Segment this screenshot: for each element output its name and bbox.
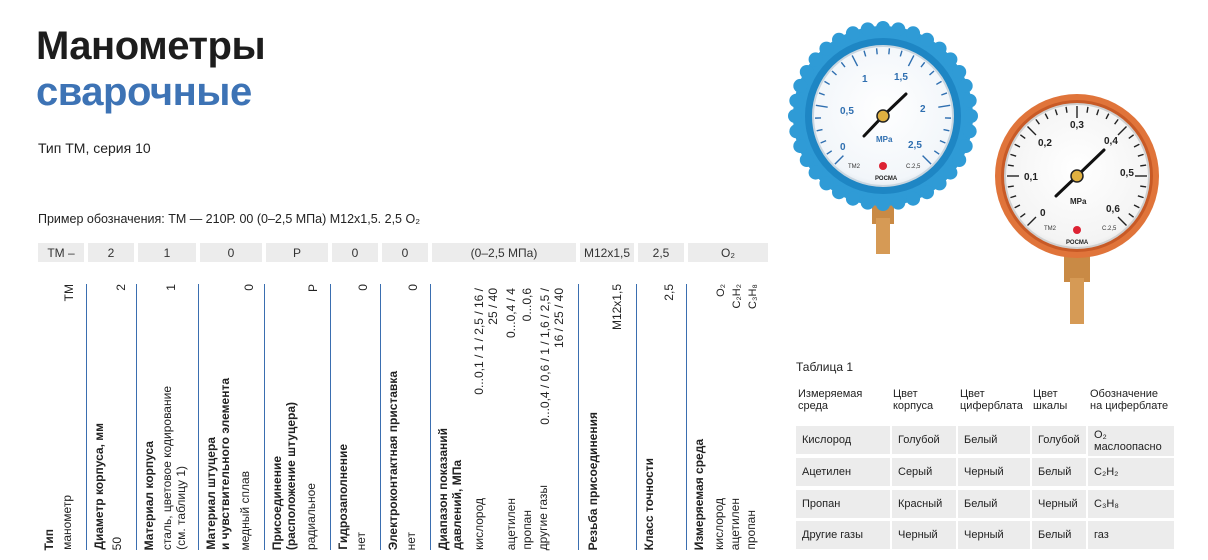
column-divider — [380, 284, 381, 550]
table1-caption: Таблица 1 — [796, 360, 854, 374]
gauge-brand: РОСМА — [875, 176, 898, 182]
table1-header-medium: Измеряемая среда — [798, 388, 863, 412]
column-divider — [86, 284, 87, 550]
col-medium-code-c2h2: C₂H₂ — [731, 284, 743, 309]
gauge-class: С.2,5 — [906, 164, 921, 170]
code-contact: 0 — [382, 243, 428, 262]
column-divider — [198, 284, 199, 550]
gauge-thread — [876, 218, 890, 254]
column-divider — [330, 284, 331, 550]
col-range-oxygen-values: 0...0,1 / 1 / 2,5 / 16 / — [472, 288, 486, 395]
gauge-tick-label: 0,6 — [1106, 204, 1120, 215]
table1-cell-dial-color: Черный — [958, 521, 1030, 549]
table1-cell-dial-color: Черный — [958, 458, 1030, 486]
col-range-propane-values: 0...0,6 — [520, 288, 534, 322]
column-divider — [686, 284, 687, 550]
col-thread-code: М12x1,5 — [610, 284, 624, 331]
col-body-code: 1 — [164, 284, 178, 291]
table1-cell-medium: Кислород — [796, 426, 890, 454]
col-contact-head: Электроконтактная приставка — [386, 370, 400, 550]
column-divider — [430, 284, 431, 550]
col-contact-code: 0 — [406, 284, 420, 291]
col-range-gas-other: другие газы — [536, 484, 550, 550]
code-thread: М12x1,5 — [580, 243, 634, 262]
col-medium-code-c3h8: C₃H₈ — [747, 284, 759, 309]
col-range-other-values: 0...0,4 / 0,6 / 1 / 1,6 / 2,5 / — [538, 288, 552, 425]
column-divider — [136, 284, 137, 550]
gauge-tick-label: 2,5 — [908, 140, 922, 151]
gauge-brand: РОСМА — [1066, 240, 1089, 246]
table1-header-body-color: Цвет корпуса — [893, 388, 934, 412]
gauge-tick-label: 1 — [862, 74, 868, 85]
table1-cell-marking: газ — [1088, 521, 1174, 549]
gauge-tick-label: 0,5 — [840, 106, 854, 117]
table1-cell-scale-color: Белый — [1032, 521, 1086, 549]
table1-cell-dial-color: Белый — [958, 490, 1030, 518]
table1-header-marking: Обозначение на циферблате — [1090, 388, 1169, 412]
col-range-head2: давлений, МПа — [450, 460, 464, 550]
col-range-gas-propane: пропан — [520, 510, 534, 550]
col-range-acetylene-values: 0...0,4 / 4 — [504, 288, 518, 339]
gauge-tick-label: 0,4 — [1104, 136, 1118, 147]
gauge-tick-label: 0,3 — [1070, 120, 1084, 131]
column-divider — [264, 284, 265, 550]
table1-cell-scale-color: Белый — [1032, 458, 1086, 486]
col-medium-head: Измеряемая среда — [692, 438, 706, 550]
col-fill-value: нет — [354, 531, 368, 550]
col-range-head1: Диапазон показаний — [436, 427, 450, 550]
code-accuracy: 2,5 — [638, 243, 684, 262]
table1-cell-scale-color: Черный — [1032, 490, 1086, 518]
col-fill-code: 0 — [356, 284, 370, 291]
code-medium: O₂ — [688, 243, 768, 262]
code-type: ТМ – — [38, 243, 84, 262]
table1-header-scale-color: Цвет шкалы — [1033, 388, 1068, 412]
col-range-gas-oxygen: кислород — [472, 498, 486, 550]
col-accuracy-code: 2,5 — [662, 284, 676, 301]
col-medium-acetylene: ацетилен — [728, 497, 742, 550]
col-body-note: (см. таблицу 1) — [174, 466, 188, 550]
col-type-value: манометр — [60, 495, 74, 550]
brand-logo-icon — [1073, 226, 1081, 234]
gauge-tick-label: 0 — [1040, 208, 1046, 219]
gauge-thread — [1070, 278, 1084, 324]
col-medium-propane: пропан — [744, 510, 758, 550]
gauge-class: С.2,5 — [1102, 226, 1117, 232]
code-fitting-material: 0 — [200, 243, 262, 262]
designation-example: Пример обозначения: ТМ — 210Р. 00 (0–2,5 МПа) М12x1,5. 2,5 O₂ — [38, 212, 421, 226]
col-range-oxygen-values-2: 25 / 40 — [486, 288, 500, 325]
code-connection: Р — [266, 243, 328, 262]
table1-cell-medium: Ацетилен — [796, 458, 890, 486]
table1-cell-marking: O₂ маслоопасно — [1088, 426, 1174, 456]
col-diameter-value: 50 — [110, 536, 124, 550]
col-connection-head2: (расположение штуцера) — [284, 401, 298, 550]
col-medium-oxygen: кислород — [712, 498, 726, 550]
col-fitting-value: медный сплав — [238, 470, 252, 550]
gauge-tick-label: 2 — [920, 104, 926, 115]
code-liquid-fill: 0 — [332, 243, 378, 262]
col-fill-head: Гидрозаполнение — [336, 444, 350, 550]
table1-cell-body-color: Голубой — [892, 426, 956, 454]
page-title-accent: сварочные — [36, 70, 252, 114]
gauge-tick-label: 0,5 — [1120, 168, 1134, 179]
col-type-head: Тип — [42, 528, 56, 550]
col-body-head: Материал корпуса — [142, 440, 156, 550]
table1-cell-body-color: Черный — [892, 521, 956, 549]
col-accuracy-head: Класс точности — [642, 457, 656, 550]
table1-header-dial-color: Цвет циферблата — [960, 388, 1023, 412]
column-divider — [578, 284, 579, 550]
col-fitting-code: 0 — [242, 284, 256, 291]
page-title: Манометры — [36, 24, 266, 68]
table1-cell-marking: C₃H₈ — [1088, 490, 1174, 518]
col-contact-value: нет — [404, 531, 418, 550]
gauge-tick-label: 0 — [840, 142, 846, 153]
oxygen-gauge-image — [788, 18, 984, 258]
table1-cell-body-color: Серый — [892, 458, 956, 486]
table1-cell-medium: Пропан — [796, 490, 890, 518]
col-fitting-head1: Материал штуцера — [204, 437, 218, 550]
gauge-unit: MPa — [876, 135, 893, 144]
table1-cell-body-color: Красный — [892, 490, 956, 518]
col-medium-code-o2: O₂ — [715, 284, 727, 297]
gauge-tick-label: 1,5 — [894, 72, 908, 83]
col-connection-head1: Присоединение — [270, 455, 284, 550]
gauge-tick-label: 0,1 — [1024, 172, 1038, 183]
col-range-other-values-2: 16 / 25 / 40 — [552, 288, 566, 349]
col-connection-code: Р — [306, 284, 320, 293]
col-body-value: сталь, цветовое кодирование — [160, 385, 174, 550]
column-divider — [636, 284, 637, 550]
table1-cell-dial-color: Белый — [958, 426, 1030, 454]
table1-cell-marking: C₂H₂ — [1088, 458, 1174, 486]
col-range-gas-acetylene: ацетилен — [504, 497, 518, 550]
gauge-model: ТМ2 — [1044, 226, 1056, 232]
col-connection-value: радиальное — [304, 483, 318, 550]
col-thread-head: Резьба присоединения — [586, 411, 600, 550]
col-diameter-code: 2 — [114, 284, 128, 291]
brand-logo-icon — [879, 162, 887, 170]
gauge-model: ТМ2 — [848, 164, 860, 170]
code-diameter: 2 — [88, 243, 134, 262]
gauge-unit: MPa — [1070, 197, 1087, 206]
code-body-material: 1 — [138, 243, 196, 262]
gauge-tick-label: 0,2 — [1038, 138, 1052, 149]
col-type-code: ТМ — [62, 284, 76, 302]
table1-cell-scale-color: Голубой — [1032, 426, 1086, 454]
series-subtitle: Тип ТМ, серия 10 — [38, 140, 151, 156]
acetylene-gauge-image — [992, 92, 1178, 332]
col-diameter-head: Диаметр корпуса, мм — [92, 423, 106, 550]
table1-cell-medium: Другие газы — [796, 521, 890, 549]
code-range: (0–2,5 МПа) — [432, 243, 576, 262]
col-fitting-head2: и чувствительного элемента — [218, 377, 232, 550]
